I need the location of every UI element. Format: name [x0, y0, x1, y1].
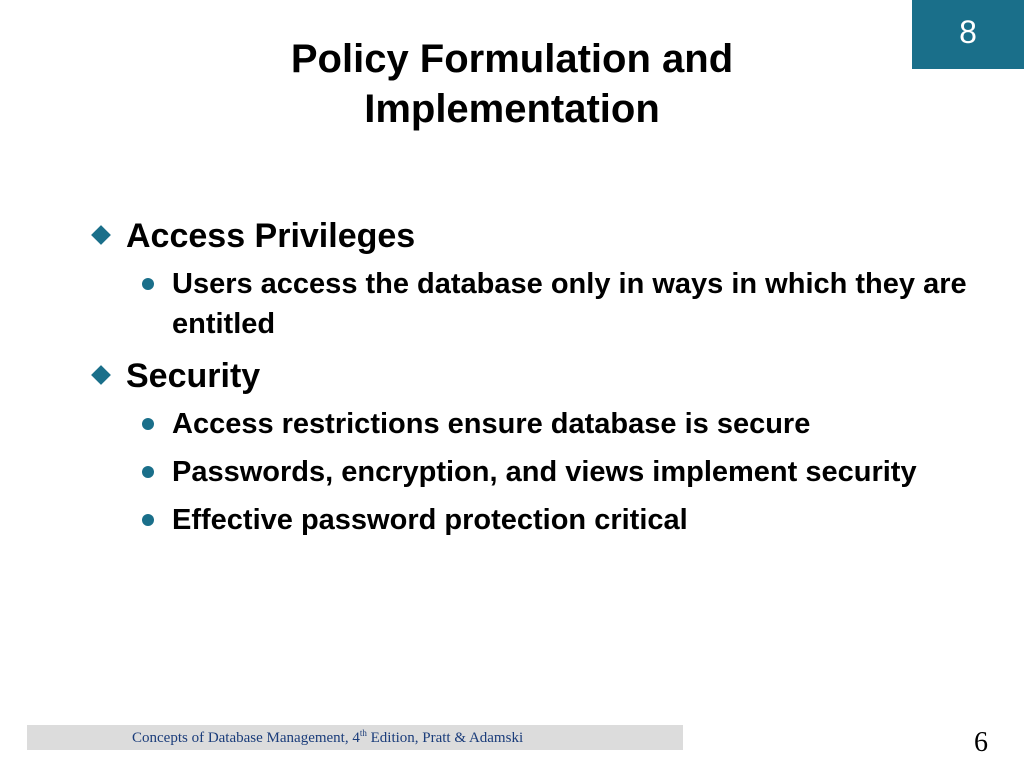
diamond-bullet-icon	[91, 225, 111, 245]
diamond-bullet-icon	[91, 365, 111, 385]
footer-citation	[132, 728, 523, 747]
title-line-1: Policy Formulation and	[290, 37, 734, 81]
slide-title	[160, 34, 864, 134]
footer-text-rest: Edition, Pratt & Adamski	[366, 730, 524, 746]
dot-bullet-icon	[142, 418, 154, 430]
bullet-access-privileges	[90, 212, 990, 260]
footer-text-main: Concepts of Database Management, 4	[132, 730, 360, 746]
footer-superscript: th	[359, 728, 367, 738]
sub-bullet-text: Access restrictions ensure database is secure	[172, 408, 811, 440]
sub-bullet	[142, 452, 972, 492]
dot-bullet-icon	[142, 514, 154, 526]
sub-bullet-text: Passwords, encryption, and views implement security	[172, 456, 917, 488]
title-line-2: Implementation	[364, 87, 660, 131]
sub-bullet	[142, 404, 972, 444]
chapter-badge: 8	[912, 0, 1024, 69]
dot-bullet-icon	[142, 466, 154, 478]
bullet-label: Security	[126, 357, 261, 395]
page-number: 6	[974, 727, 988, 758]
sub-bullet-text: Effective password protection critical	[172, 504, 688, 536]
bullet-label: Access Privileges	[126, 217, 416, 255]
bullet-security	[90, 352, 990, 400]
sub-bullet	[142, 264, 972, 344]
dot-bullet-icon	[142, 278, 154, 290]
bullet-list	[90, 212, 990, 548]
sub-bullet	[142, 500, 972, 540]
footer-bar	[27, 725, 683, 750]
sub-bullet-text: Users access the database only in ways in which they are entitled	[172, 268, 967, 340]
